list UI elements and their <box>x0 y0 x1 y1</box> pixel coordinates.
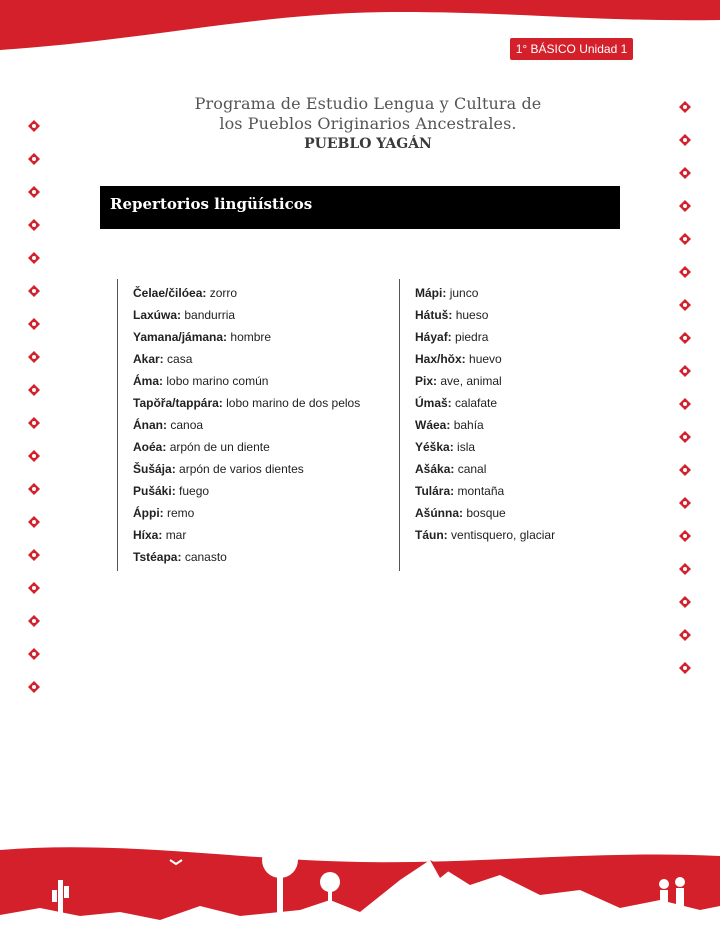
title-line-2: los Pueblos Originarios Ancestrales. <box>219 114 517 133</box>
vocab-term: Tulára: <box>415 484 455 498</box>
vocab-meaning: arpón de varios dientes <box>179 462 304 476</box>
vocab-term: Pix: <box>415 374 438 388</box>
vocab-entry <box>415 370 555 392</box>
vocab-entry <box>133 326 360 348</box>
vocab-term: Háyaf: <box>415 330 452 344</box>
dot-icon <box>28 318 40 330</box>
dot-icon <box>679 398 691 410</box>
vocab-term: Aoéa: <box>133 440 167 454</box>
vocab-meaning: isla <box>457 440 476 454</box>
dot-icon <box>679 497 691 509</box>
section-title: Repertorios lingüísticos <box>110 195 313 213</box>
dot-icon <box>679 662 691 674</box>
dot-icon <box>28 285 40 297</box>
vocab-meaning: junco <box>449 286 479 300</box>
dot-icon <box>679 431 691 443</box>
vocab-meaning: mar <box>165 528 187 542</box>
vocab-term: Yéška: <box>415 440 454 454</box>
vocab-entry <box>415 524 555 546</box>
vocab-term: Hax/hŏx: <box>415 352 466 366</box>
vocab-term: Šušája: <box>133 462 176 476</box>
dot-icon <box>679 200 691 212</box>
dot-icon <box>28 252 40 264</box>
vocab-entry <box>415 326 555 348</box>
vocab-term: Áma: <box>133 374 164 388</box>
vocab-entry <box>415 480 555 502</box>
dot-icon <box>679 596 691 608</box>
dot-icon <box>679 101 691 113</box>
dot-icon <box>28 615 40 627</box>
dot-icon <box>679 233 691 245</box>
vocab-entry <box>133 480 360 502</box>
dot-icon <box>28 582 40 594</box>
vocab-entry <box>415 348 555 370</box>
vocab-meaning: bosque <box>466 506 506 520</box>
vocab-meaning: bandurria <box>184 308 236 322</box>
right-dot-border <box>679 0 693 720</box>
center-rule <box>399 279 400 571</box>
dot-icon <box>28 120 40 132</box>
vocab-meaning: piedra <box>455 330 489 344</box>
vocab-entry <box>133 502 360 524</box>
dot-icon <box>679 299 691 311</box>
vocab-meaning: remo <box>167 506 195 520</box>
vocab-entry <box>133 370 360 392</box>
vocab-entry <box>415 436 555 458</box>
vocab-column-right <box>415 282 555 546</box>
vocab-meaning: lobo marino de dos pelos <box>226 396 361 410</box>
vocab-entry <box>133 392 360 414</box>
vocab-term: Akar: <box>133 352 164 366</box>
vocab-meaning: calafate <box>455 396 498 410</box>
left-dot-border <box>28 0 42 720</box>
vocab-column-left <box>133 282 360 568</box>
vocab-term: Mápi: <box>415 286 447 300</box>
vocab-term: Hátuš: <box>415 308 453 322</box>
vocab-term: Wáea: <box>415 418 451 432</box>
dot-icon <box>679 464 691 476</box>
vocab-meaning: arpón de un diente <box>169 440 270 454</box>
vocab-term: Ašúnna: <box>415 506 463 520</box>
vocab-term: Laxúwa: <box>133 308 182 322</box>
dot-icon <box>28 549 40 561</box>
vocab-meaning: bahía <box>453 418 484 432</box>
vocab-entry <box>415 502 555 524</box>
dot-icon <box>679 365 691 377</box>
dot-icon <box>28 681 40 693</box>
title-line-1: Programa de Estudio Lengua y Cultura de <box>194 94 542 113</box>
title-line-3: PUEBLO YAGÁN <box>304 136 432 152</box>
dot-icon <box>679 332 691 344</box>
unit-badge: 1° BÁSICO Unidad 1 <box>510 38 633 60</box>
vocab-meaning: hueso <box>455 308 489 322</box>
vocab-meaning: canoa <box>170 418 204 432</box>
dot-icon <box>679 167 691 179</box>
bottom-landscape-banner <box>0 820 720 932</box>
vocab-meaning: canal <box>457 462 487 476</box>
vocab-meaning: canasto <box>184 550 227 564</box>
vocab-meaning: lobo marino común <box>166 374 269 388</box>
vocab-term: Tstéapa: <box>133 550 182 564</box>
dot-icon <box>679 629 691 641</box>
dot-icon <box>28 186 40 198</box>
dot-icon <box>28 483 40 495</box>
vocab-meaning: zorro <box>209 286 238 300</box>
vocab-term: Čelae/čilóea: <box>133 286 207 300</box>
dot-icon <box>679 134 691 146</box>
left-rule <box>117 279 118 571</box>
vocab-entry <box>415 458 555 480</box>
vocab-entry <box>133 348 360 370</box>
document-title <box>150 94 586 154</box>
vocab-term: Pušáki: <box>133 484 176 498</box>
vocab-term: Táun: <box>415 528 448 542</box>
vocab-entry <box>133 458 360 480</box>
vocab-term: Tapŏřa/tappára: <box>133 396 223 410</box>
vocab-entry <box>133 282 360 304</box>
vocab-entry <box>133 414 360 436</box>
vocab-term: Yamana/jámana: <box>133 330 228 344</box>
dot-icon <box>28 450 40 462</box>
vocab-entry <box>133 304 360 326</box>
vocab-entry <box>415 414 555 436</box>
dot-icon <box>28 153 40 165</box>
section-heading-bar <box>100 186 620 229</box>
vocab-entry <box>133 524 360 546</box>
dot-icon <box>28 351 40 363</box>
vocab-term: Ánan: <box>133 418 167 432</box>
vocab-meaning: fuego <box>179 484 210 498</box>
vocab-meaning: montaña <box>457 484 505 498</box>
dot-icon <box>28 417 40 429</box>
vocab-term: Úmaš: <box>415 396 452 410</box>
vocab-entry <box>415 392 555 414</box>
vocab-entry <box>133 436 360 458</box>
vocab-meaning: ventisquero, glaciar <box>451 528 556 542</box>
dot-icon <box>679 530 691 542</box>
vocab-meaning: ave, animal <box>440 374 502 388</box>
vocab-meaning: hombre <box>230 330 272 344</box>
dot-icon <box>28 384 40 396</box>
vocab-term: Híxa: <box>133 528 163 542</box>
vocab-term: Áppi: <box>133 506 164 520</box>
vocab-entry <box>415 282 555 304</box>
dot-icon <box>28 648 40 660</box>
vocab-term: Ašáka: <box>415 462 455 476</box>
dot-icon <box>679 266 691 278</box>
vocab-meaning: huevo <box>469 352 502 366</box>
vocab-entry <box>133 546 360 568</box>
dot-icon <box>679 563 691 575</box>
dot-icon <box>28 219 40 231</box>
dot-icon <box>28 516 40 528</box>
vocab-meaning: casa <box>167 352 193 366</box>
vocab-entry <box>415 304 555 326</box>
